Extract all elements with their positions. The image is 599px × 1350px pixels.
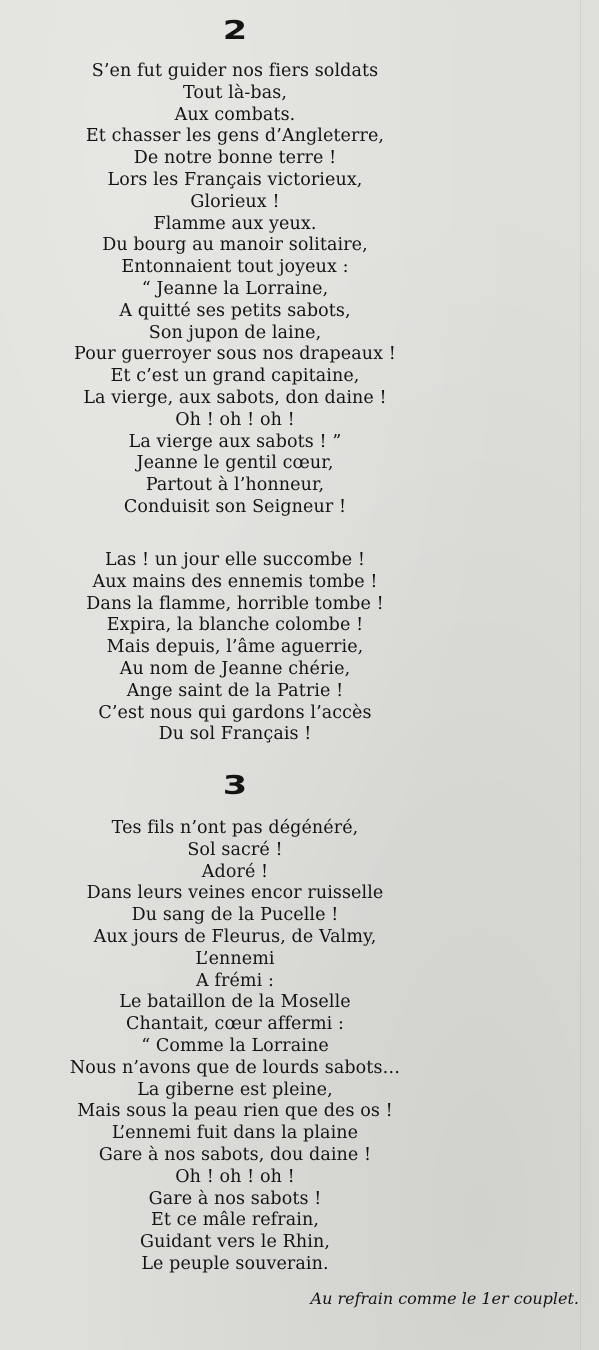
verse-line: Pour guerroyer sous nos drapeaux ! xyxy=(74,344,396,365)
section-number-2: 2 xyxy=(222,16,248,46)
verse-line: Tout là-bas, xyxy=(182,82,288,103)
verse-line: Flamme aux yeux. xyxy=(153,213,317,234)
verse-2-stanza-1 xyxy=(0,61,470,519)
verse-line: A frémi : xyxy=(196,970,274,991)
verse-line: Au nom de Jeanne chérie, xyxy=(119,658,351,679)
verse-line: S’en fut guider nos fiers soldats xyxy=(91,61,379,81)
verse-line: Glorieux ! xyxy=(190,191,280,212)
verse-line: “ Comme la Lorraine xyxy=(141,1035,329,1056)
verse-line: Oh ! oh ! oh ! xyxy=(175,409,295,430)
verse-line: Gare à nos sabots, dou daine ! xyxy=(98,1144,372,1165)
verse-line: Dans leurs veines encor ruisselle xyxy=(86,883,384,904)
verse-line: La giberne est pleine, xyxy=(137,1079,333,1100)
verse-line: Du sol Français ! xyxy=(158,724,312,745)
verse-line: Et chasser les gens d’Angleterre, xyxy=(85,126,385,147)
verse-line: Du sang de la Pucelle ! xyxy=(131,905,339,926)
verse-line: Expira, la blanche colombe ! xyxy=(106,615,364,636)
section-number-3: 3 xyxy=(222,771,248,801)
verse-line: Aux combats. xyxy=(174,104,296,125)
verse-line: A quitté ses petits sabots, xyxy=(119,300,351,321)
refrain-note: Au refrain comme le 1er couplet. xyxy=(310,1289,579,1308)
verse-line: Entonnaient tout joyeux : xyxy=(121,257,349,278)
verse-line: Ange saint de la Patrie ! xyxy=(126,680,344,701)
verse-line: Adoré ! xyxy=(201,861,269,882)
verse-line: Lors les Français victorieux, xyxy=(107,169,363,190)
verse-3-stanza-1 xyxy=(0,818,470,1276)
verse-line: Jeanne le gentil cœur, xyxy=(136,453,334,474)
verse-line: L’ennemi fuit dans la plaine xyxy=(111,1123,359,1144)
verse-line: Aux mains des ennemis tombe ! xyxy=(92,571,378,592)
verse-line: L’ennemi xyxy=(195,948,275,969)
verse-line: Chantait, cœur affermi : xyxy=(125,1014,345,1035)
verse-line: Et ce mâle refrain, xyxy=(151,1210,319,1231)
verse-line: Sol sacré ! xyxy=(187,839,283,860)
verse-line: La vierge, aux sabots, don daine ! xyxy=(83,387,387,408)
verse-line: Et c’est un grand capitaine, xyxy=(110,366,360,387)
verse-line: Son jupon de laine, xyxy=(148,322,322,343)
verse-2-stanza-2 xyxy=(0,550,470,746)
verse-line: Las ! un jour elle succombe ! xyxy=(105,550,365,570)
verse-line: De notre bonne terre ! xyxy=(133,148,337,169)
verse-line: Mais sous la peau rien que des os ! xyxy=(77,1101,393,1122)
verse-line: Aux jours de Fleurus, de Valmy, xyxy=(93,926,377,947)
verse-line: Conduisit son Seigneur ! xyxy=(123,496,347,517)
verse-line: C’est nous qui gardons l’accès xyxy=(98,702,372,723)
verse-line: Du bourg au manoir solitaire, xyxy=(102,235,368,256)
verse-line: Dans la flamme, horrible tombe ! xyxy=(86,593,384,614)
verse-line: Mais depuis, l’âme aguerrie, xyxy=(106,637,364,658)
verse-line: La vierge aux sabots ! ” xyxy=(128,431,342,452)
verse-line: Gare à nos sabots ! xyxy=(148,1188,322,1209)
paper-crease xyxy=(580,0,581,1350)
verse-line: Le bataillon de la Moselle xyxy=(119,992,351,1013)
verse-line: Le peuple souverain. xyxy=(141,1253,329,1274)
verse-line: Guidant vers le Rhin, xyxy=(140,1232,330,1253)
verse-line: Nous n’avons que de lourds sabots… xyxy=(69,1057,401,1078)
verse-line: Tes fils n’ont pas dégénéré, xyxy=(111,818,359,838)
verse-line: Oh ! oh ! oh ! xyxy=(175,1166,295,1187)
verse-line: “ Jeanne la Lorraine, xyxy=(141,278,329,299)
verse-line: Partout à l’honneur, xyxy=(145,475,325,496)
